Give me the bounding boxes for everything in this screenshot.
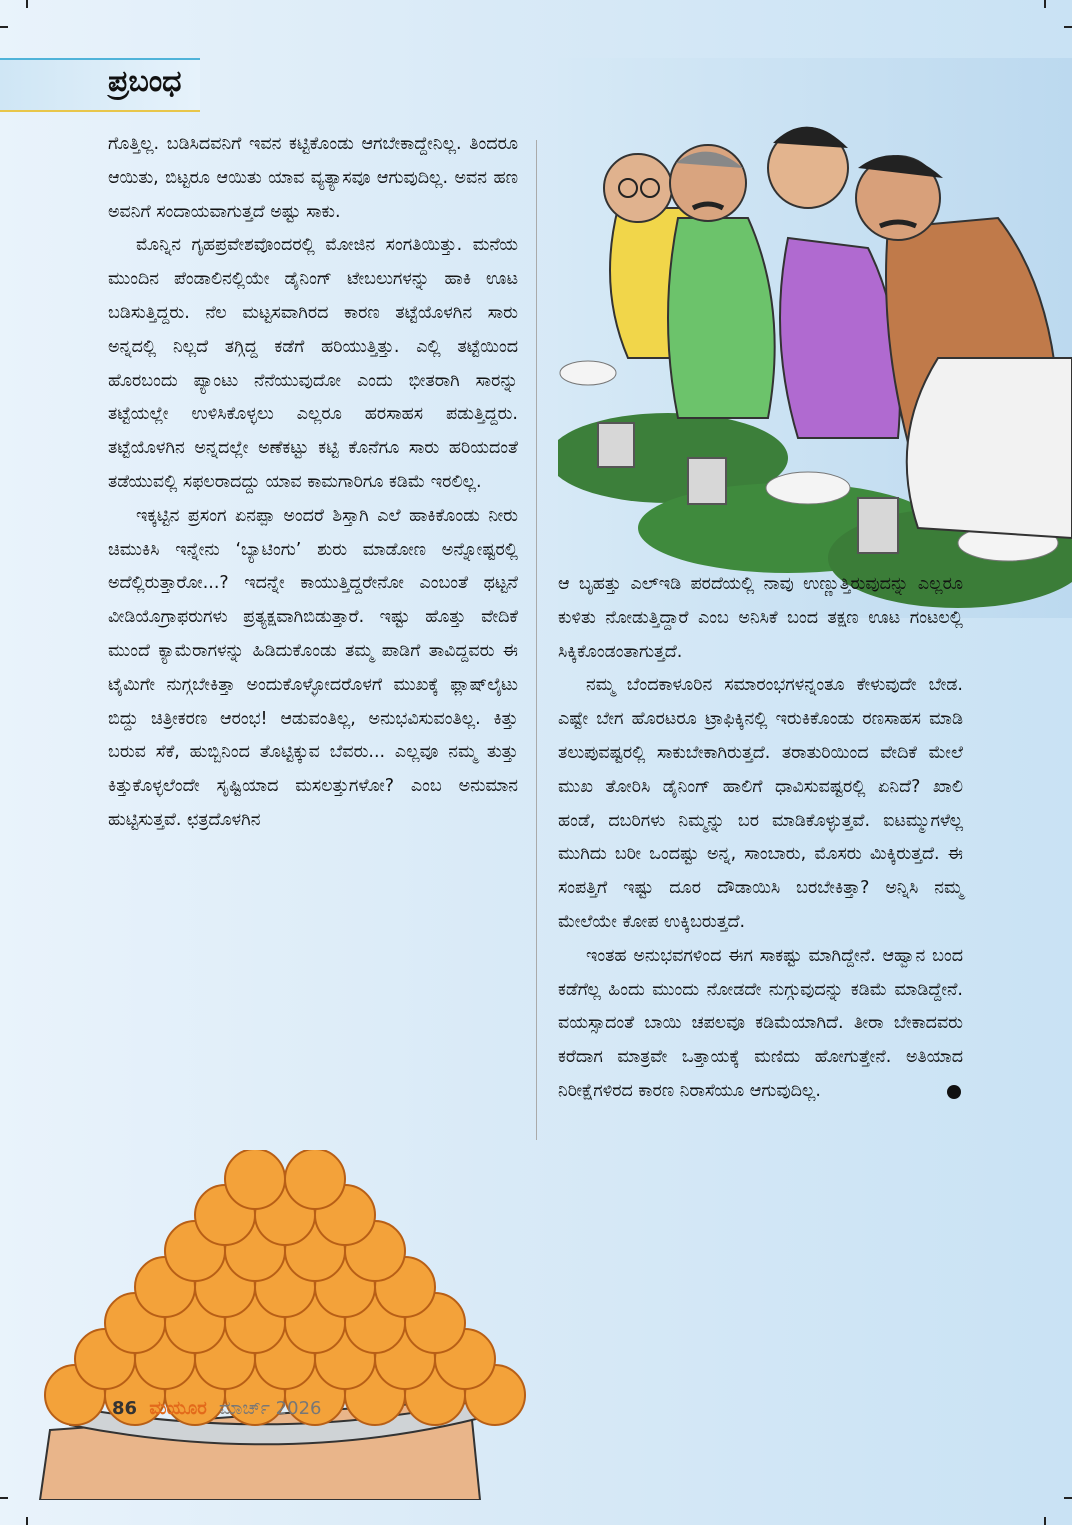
paragraph-last bbox=[558, 940, 963, 1109]
crop-mark bbox=[1064, 1497, 1072, 1499]
laddu bbox=[225, 1150, 285, 1209]
crop-mark bbox=[1064, 26, 1072, 28]
paragraph-text: ಇಂತಹ ಅನುಭವಗಳಿಂದ ಈಗ ಸಾಕಷ್ಟು ಮಾಗಿದ್ದೇನೆ. ಆಹ್ವಾನ ಬಂದ ಕಡೆಗೆಲ್ಲ ಹಿಂದು ಮುಂದು ನೋಡದೇ ನುಗ್ಗುವುದನ್ನು ಕಡಿಮೆ ಮಾಡಿದ್ದೇನೆ. ವಯಸ್ಸಾದಂತೆ ಬಾಯಿ ಚಪಲವೂ ಕಡಿಮೆಯಾಗಿದೆ. ತೀರಾ ಬೇಕಾದವರು ಕರೆದಾಗ ಮಾತ್ರವೇ ಒತ್ತಾಯಕ್ಕೆ ಮಣಿದು ಹೋಗುತ್ತೇನೆ. ಅತಿಯಾದ ನಿರೀಕ್ಷೆಗಳಿರದ ಕಾರಣ ನಿರಾಸೆಯೂ ಆಗುವುದಿಲ್ಲ. bbox=[558, 945, 963, 1101]
paragraph: ನಮ್ಮ ಬೆಂದಕಾಳೂರಿನ ಸಮಾರಂಭಗಳನ್ನಂತೂ ಕೇಳುವುದೇ ಬೇಡ. ಎಷ್ಟೇ ಬೇಗ ಹೊರಟರೂ ಟ್ರಾಫಿಕ್ಕಿನಲ್ಲಿ ಇರುಕಿಕೊಂಡು ರಣಸಾಹಸ ಮಾಡಿ ತಲುಪುವಷ್ಟರಲ್ಲಿ ಸಾಕುಬೇಕಾಗಿರುತ್ತದೆ. ತರಾತುರಿಯಿಂದ ವೇದಿಕೆ ಮೇಲೆ ಮುಖ ತೋರಿಸಿ ಡೈನಿಂಗ್ ಹಾಲಿಗೆ ಧಾವಿಸುವಷ್ಟರಲ್ಲಿ ಏನಿದೆ? ಖಾಲಿ ಹಂಡೆ, ದಬರಿಗಳು ನಿಮ್ಮನ್ನು ಬರ ಮಾಡಿಕೊಳ್ಳುತ್ತವೆ. ಐಟಮ್ಮುಗಳೆಲ್ಲ ಮುಗಿದು ಬರೀ ಒಂದಷ್ಟು ಅನ್ನ, ಸಾಂಬಾರು, ಮೊಸರು ಮಿಕ್ಕಿರುತ್ತದೆ. ಈ ಸಂಪತ್ತಿಗೆ ಇಷ್ಟು ದೂರ ದೌಡಾಯಿಸಿ ಬರಬೇಕಿತ್ತಾ? ಅನ್ನಿಸಿ ನಮ್ಮ ಮೇಲೆಯೇ ಕೋಪ ಉಕ್ಕಿಬರುತ್ತದೆ. bbox=[558, 675, 963, 932]
end-mark-icon bbox=[947, 1085, 961, 1099]
laddu-plate-illustration bbox=[0, 1150, 560, 1500]
section-title: ಪ್ರಬಂಧ bbox=[108, 64, 182, 99]
paragraph: ಮೊನ್ನಿನ ಗೃಹಪ್ರವೇಶವೊಂದರಲ್ಲಿ ಮೋಜಿನ ಸಂಗತಿಯಿತ್ತು. ಮನೆಯ ಮುಂದಿನ ಪೆಂಡಾಲಿನಲ್ಲಿಯೇ ಡೈನಿಂಗ್ ಟೇಬಲುಗಳನ್ನು ಹಾಕಿ ಊಟ ಬಡಿಸುತ್ತಿದ್ದರು. ನೆಲ ಮಟ್ಟಸವಾಗಿರದ ಕಾರಣ ತಟ್ಟೆಯೊಳಗಿನ ಸಾರು ಅನ್ನದಲ್ಲಿ ನಿಲ್ಲದೆ ತಗ್ಗಿದ್ದ ಕಡೆಗೆ ಹರಿಯುತ್ತಿತ್ತು. ಎಲ್ಲಿ ತಟ್ಟೆಯಿಂದ ಹೊರಬಂದು ಪ್ಯಾಂಟು ನೆನೆಯುವುದೋ ಎಂದು ಭೀತರಾಗಿ ಸಾರನ್ನು ತಟ್ಟೆಯಲ್ಲೇ ಉಳಿಸಿಕೊಳ್ಳಲು ಎಲ್ಲರೂ ಹರಸಾಹಸ ಪಡುತ್ತಿದ್ದರು. ತಟ್ಟೆಯೊಳಗಿನ ಅನ್ನದಲ್ಲೇ ಅಣೆಕಟ್ಟು ಕಟ್ಟಿ ಕೊನೆಗೂ ಸಾರು ಹರಿಯದಂತೆ ತಡೆಯುವಲ್ಲಿ ಸಫಲರಾದದ್ದು ಯಾವ ಕಾಮಗಾರಿಗೂ ಕಡಿಮೆ ಇರಲಿಲ್ಲ. bbox=[108, 235, 518, 492]
men-eating-illustration bbox=[558, 58, 1072, 618]
crop-mark bbox=[26, 0, 28, 8]
laddu bbox=[285, 1150, 345, 1209]
page-number: 86 bbox=[112, 1398, 138, 1419]
paragraph: ಆ ಬೃಹತ್ತು ಎಲ್‌ಇಡಿ ಪರದೆಯಲ್ಲಿ ನಾವು ಉಣ್ಣುತ್ತಿರುವುದನ್ನು ಎಲ್ಲರೂ ಕುಳಿತು ನೋಡುತ್ತಿದ್ದಾರೆ ಎಂಬ ಅನಿಸಿಕೆ ಬಂದ ತಕ್ಷಣ ಊಟ ಗಂಟಲಲ್ಲಿ ಸಿಕ್ಕಿಕೊಂಡಂತಾಗುತ್ತದೆ. bbox=[558, 574, 963, 662]
crop-mark bbox=[1044, 0, 1046, 8]
magazine-brand: ಮಯೂರ bbox=[149, 1398, 207, 1419]
right-column bbox=[558, 568, 963, 1109]
crop-mark bbox=[0, 26, 8, 28]
crop-mark bbox=[26, 1517, 28, 1525]
crop-mark bbox=[1044, 1517, 1046, 1525]
paragraph: ಗೊತ್ತಿಲ್ಲ. ಬಡಿಸಿದವನಿಗೆ ಇವನ ಕಟ್ಟಿಕೊಂಡು ಆಗಬೇಕಾದ್ದೇನಿಲ್ಲ. ತಿಂದರೂ ಆಯಿತು, ಬಿಟ್ಟರೂ ಆಯಿತು ಯಾವ ವ್ಯತ್ಯಾಸವೂ ಆಗುವುದಿಲ್ಲ. ಅವನ ಹಣ ಅವನಿಗೆ ಸಂದಾಯವಾಗುತ್ತದೆ ಅಷ್ಟು ಸಾಕು. bbox=[108, 134, 518, 222]
page-footer bbox=[112, 1398, 321, 1422]
paragraph: ಇಕ್ಕಟ್ಟಿನ ಪ್ರಸಂಗ ಏನಪ್ಪಾ ಅಂದರೆ ಶಿಸ್ತಾಗಿ ಎಲೆ ಹಾಕಿಕೊಂಡು ನೀರು ಚಿಮುಕಿಸಿ ಇನ್ನೇನು ‘ಬ್ಯಾಟಿಂಗು’ ಶುರು ಮಾಡೋಣ ಅನ್ನೋಷ್ಟರಲ್ಲಿ ಅದೆಲ್ಲಿರುತ್ತಾರೋ...? ಇದನ್ನೇ ಕಾಯುತ್ತಿದ್ದರೇನೋ ಎಂಬಂತೆ ಥಟ್ಟನೆ ವೀಡಿಯೊಗ್ರಾಫರುಗಳು ಪ್ರತ್ಯಕ್ಷವಾಗಿಬಿಡುತ್ತಾರೆ. ಇಷ್ಟು ಹೊತ್ತು ವೇದಿಕೆ ಮುಂದೆ ಕ್ಯಾಮೆರಾಗಳನ್ನು ಹಿಡಿದುಕೊಂಡು ತಮ್ಮ ಪಾಡಿಗೆ ತಾವಿದ್ದವರು ಈ ಟೈಮಿಗೇ ನುಗ್ಗಬೇಕಿತ್ತಾ ಅಂದುಕೊಳ್ಳೋದರೊಳಗೆ ಮುಖಕ್ಕೆ ಫ್ಲಾಷ್‌ಲೈಟು ಬಿದ್ದು ಚಿತ್ರೀಕರಣ ಆರಂಭ! ಆಡುವಂತಿಲ್ಲ, ಅನುಭವಿಸುವಂತಿಲ್ಲ. ಕಿತ್ತು ಬರುವ ಸೆಕೆ, ಹುಬ್ಬಿನಿಂದ ತೊಟ್ಟಿಕ್ಕುವ ಬೆವರು... ಎಲ್ಲವೂ ನಮ್ಮ ತುತ್ತು ಕಿತ್ತುಕೊಳ್ಳಲೆಂದೇ ಸೃಷ್ಟಿಯಾದ ಮಸಲತ್ತುಗಳೋ? ಎಂಬ ಅನುಮಾನ ಹುಟ್ಟಿಸುತ್ತವೆ. ಛತ್ರದೊಳಗಿನ bbox=[108, 505, 518, 830]
column-divider bbox=[536, 140, 537, 1140]
left-column bbox=[108, 128, 518, 838]
issue-date: ಮಾರ್ಚ್ 2026 bbox=[219, 1398, 322, 1419]
